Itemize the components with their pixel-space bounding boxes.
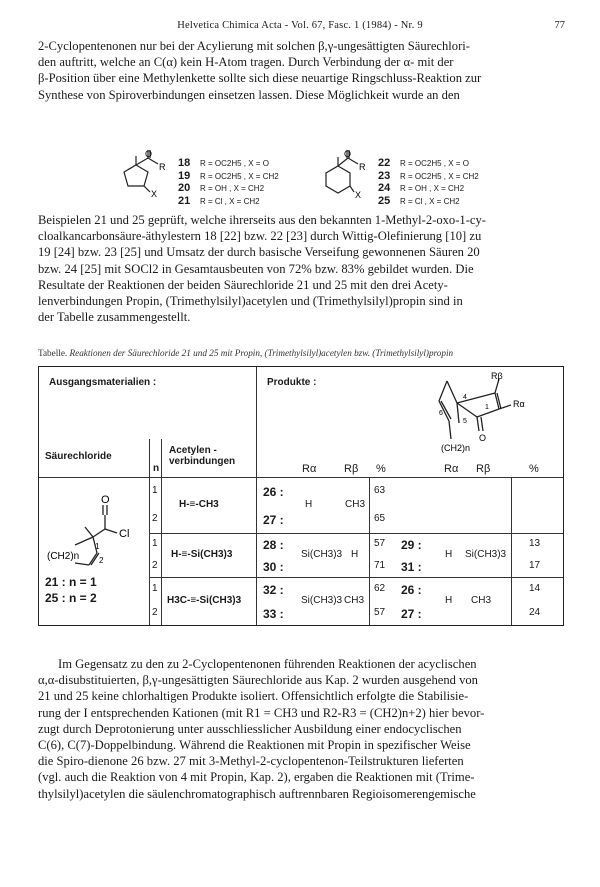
- acid-chloride-structure: [45, 485, 149, 585]
- header-n: n: [153, 463, 160, 474]
- caption-label: Tabelle.: [38, 348, 68, 358]
- r-alpha-value: H: [445, 549, 453, 560]
- n-value: 1: [152, 485, 158, 496]
- compound-number: 26 :: [263, 485, 284, 499]
- compound-number: 32 :: [263, 583, 284, 597]
- locant-4: 4: [463, 394, 467, 401]
- text-line: C(6), C(7)-Doppelbindung. Während die Reaktionen mit Propin in spezifischer Weise: [38, 738, 471, 753]
- header-r-beta-1: Rβ: [344, 463, 359, 475]
- compound-number: 27 :: [401, 607, 422, 621]
- r-beta-value: H: [351, 549, 359, 560]
- label-r: R: [359, 162, 366, 172]
- compound-number: 31 :: [401, 560, 422, 574]
- text-line: der Tabelle zusammengestellt.: [38, 310, 191, 325]
- text-line: den auftritt, welche an C(α) kein H-Atom tragen. Durch Verbindung der α- mit der: [38, 55, 454, 70]
- locant-2: 2: [99, 556, 104, 565]
- label-o: O: [145, 149, 153, 159]
- legend-row: 23 R = OC2H5 , X = CH2: [378, 169, 479, 182]
- text-line: Resultate der Reaktionen der beiden Säurechloride 21 und 25 mit den drei Acety-: [38, 277, 448, 292]
- legend-right: [378, 157, 479, 207]
- label-x: X: [355, 190, 362, 200]
- label-x: X: [151, 189, 158, 198]
- n-value: 2: [152, 607, 158, 618]
- compound-number: 27 :: [263, 513, 284, 527]
- text-line: zugt durch Deprotonierung unter ausschliesslicher Ausbildung einer endocyclischen: [38, 721, 462, 736]
- compound-number: 33 :: [263, 607, 284, 621]
- legend-left: [178, 157, 279, 207]
- yield: 57: [374, 607, 386, 618]
- yield: 65: [374, 513, 386, 524]
- header-r-alpha-1: Rα: [302, 463, 317, 475]
- text-line: cloalkancarbonsäure-äthylestern 18 [22] bzw. 22 [23] durch Wittig-Olefinierung [10] zu: [38, 229, 482, 244]
- divider: [369, 477, 370, 625]
- text-line: die Spiro-dienone 26 bzw. 27 mit 3-Methyl-2-cyclopentenon-Teilstrukturen lieferten: [38, 754, 464, 769]
- label-o: O: [479, 433, 487, 443]
- divider: [39, 477, 563, 478]
- locant-1: 1: [95, 542, 100, 551]
- n-value: 2: [152, 560, 158, 571]
- header-r-alpha-2: Rα: [444, 463, 459, 475]
- text-line: 21 und 25 keine chlorhaltigen Produkte isoliert. Offensichtlich erfolgte die Stabilisie-: [38, 689, 469, 704]
- acetylene-reagent: H-≡-CH3: [179, 499, 219, 510]
- results-table: [38, 366, 564, 626]
- legend-row: 19 R = OC2H5 , X = CH2: [178, 169, 279, 182]
- n-value: 2: [152, 513, 158, 524]
- divider: [149, 533, 563, 534]
- text-line: 2-Cyclopentenonen nur bei der Acylierung mit solchen β,γ-ungesättigten Säurechlori-: [38, 39, 470, 53]
- text-line: 19 [24] bzw. 23 [25] und Umsatz der durch basische Verseifung gewonnenen Säuren 20: [38, 245, 480, 260]
- text-line: bzw. 24 [25] mit SOCl2 in Gesamtausbeuten von 72% bzw. 83% gebildet wurden. Die: [38, 261, 474, 276]
- yield: 14: [529, 583, 541, 594]
- page-number: 77: [554, 20, 565, 31]
- header-r-beta-2: Rβ: [476, 463, 491, 475]
- r-alpha-value: Si(CH3)3: [301, 595, 343, 606]
- text-line: α,α-disubstituierten, β,γ-ungesättigten Säurechloride aus Kap. 2 wurden ausgehend von: [38, 673, 478, 688]
- yield: 57: [374, 538, 386, 549]
- acetylene-reagent: H-≡-Si(CH3)3: [171, 549, 233, 560]
- locant-5: 5: [463, 418, 467, 425]
- yield: 62: [374, 583, 386, 594]
- label-o: O: [101, 494, 110, 506]
- r-beta-value: CH3: [471, 595, 492, 606]
- paragraph-2: [38, 212, 562, 325]
- text-line: Im Gegensatz zu den zu 2-Cyclopentenonen führenden Reaktionen der acyclischen: [58, 657, 477, 671]
- compound-number: 28 :: [263, 538, 284, 552]
- header-acetylene-1: Acetylen -: [169, 445, 217, 456]
- label-o: O: [344, 149, 352, 159]
- yield: 13: [529, 538, 541, 549]
- locant-1: 1: [485, 404, 489, 411]
- divider: [511, 477, 512, 625]
- compound-number: 26 :: [401, 583, 422, 597]
- header-products: Produkte :: [267, 377, 317, 388]
- text-line: thylsilyl)acetylen die säulenchromatographisch auftrennbaren Regioisomerengemische: [38, 786, 476, 801]
- acid-label-25: 25 : n = 2: [45, 591, 97, 605]
- text-line: β-Position über eine Methylenkette sollte sich diese neuartige Ringschluss-Reaktion zur: [38, 71, 482, 86]
- text-line: (vgl. auch die Reaktion von 4 mit Propin, Kap. 2), ergaben die Reaktionen mit (Trime-: [38, 770, 475, 785]
- text-line: Beispielen 21 und 25 geprüft, welche ihrerseits aus den bekannten 1-Methyl-2-oxo-1-cy-: [38, 213, 486, 227]
- n-value: 1: [152, 538, 158, 549]
- label-cl: Cl: [119, 528, 130, 540]
- yield: 63: [374, 485, 386, 496]
- r-beta-value: Si(CH3)3: [465, 549, 507, 560]
- journal-header: Helvetica Chimica Acta - Vol. 67, Fasc. 1 (1984) - Nr. 9: [177, 20, 423, 31]
- header-acetylene-2: verbindungen: [169, 456, 236, 467]
- product-structure: [419, 371, 549, 461]
- label-ch2n: (CH2)n: [47, 551, 80, 562]
- n-value: 1: [152, 583, 158, 594]
- acid-label-21: 21 : n = 1: [45, 575, 97, 589]
- label-ch2n: (CH2)n: [441, 443, 471, 453]
- paragraph-3: [38, 656, 562, 802]
- r-alpha-value: H: [445, 595, 453, 606]
- legend-row: 25 R = Cl , X = CH2: [378, 194, 460, 207]
- paragraph-1: [38, 38, 562, 103]
- r-beta-value: CH3: [344, 595, 365, 606]
- text-line: lenverbindungen Propin, (Trimethylsilyl)acetylen und (Trimethylsilyl)propin sind in: [38, 294, 463, 309]
- yield: 71: [374, 560, 386, 571]
- header-percent-1: %: [376, 463, 386, 475]
- legend-row: 24 R = OH , X = CH2: [378, 182, 465, 194]
- compound-number: 29 :: [401, 538, 422, 552]
- caption-text: Reaktionen der Säurechloride 21 und 25 mit Propin, (Trimethylsilyl)acetylen bzw. (Trimethylsilyl)propin: [69, 348, 454, 358]
- table-caption: [38, 348, 453, 358]
- locant-6: 6: [439, 410, 443, 417]
- legend-row: 22 R = OC2H5 , X = O: [378, 157, 469, 169]
- r-alpha-value: Si(CH3)3: [301, 549, 343, 560]
- legend-row: 18 R = OC2H5 , X = O: [178, 157, 269, 169]
- r-alpha-value: H: [305, 499, 313, 510]
- yield: 17: [529, 560, 541, 571]
- divider: [161, 439, 162, 625]
- legend-row: 20 R = OH , X = CH2: [178, 182, 265, 194]
- yield: 24: [529, 607, 541, 618]
- header-percent-2: %: [529, 463, 539, 475]
- legend-row: 21 R = Cl , X = CH2: [178, 194, 260, 207]
- divider: [256, 367, 257, 625]
- structure-cyclopentane: [118, 148, 178, 198]
- label-r-beta: Rβ: [491, 371, 503, 381]
- header-acid-chlorides: Säurechloride: [45, 451, 112, 462]
- compound-number: 30 :: [263, 560, 284, 574]
- label-r: R: [159, 162, 166, 172]
- text-line: Synthese von Spiroverbindungen einsetzen lassen. Diese Möglichkeit wurde an den: [38, 87, 460, 102]
- header-starting-materials: Ausgangsmaterialien :: [49, 377, 157, 388]
- label-r-alpha: Rα: [513, 399, 525, 409]
- divider: [149, 577, 563, 578]
- divider: [149, 439, 150, 625]
- r-beta-value: CH3: [345, 499, 366, 510]
- structure-cyclohexane: [318, 148, 378, 200]
- text-line: rung der I entsprechenden Kationen (mit R1 = CH3 und R2-R3 = (CH2)n+2) hier bevor-: [38, 705, 485, 720]
- acetylene-reagent: H3C-≡-Si(CH3)3: [167, 595, 242, 606]
